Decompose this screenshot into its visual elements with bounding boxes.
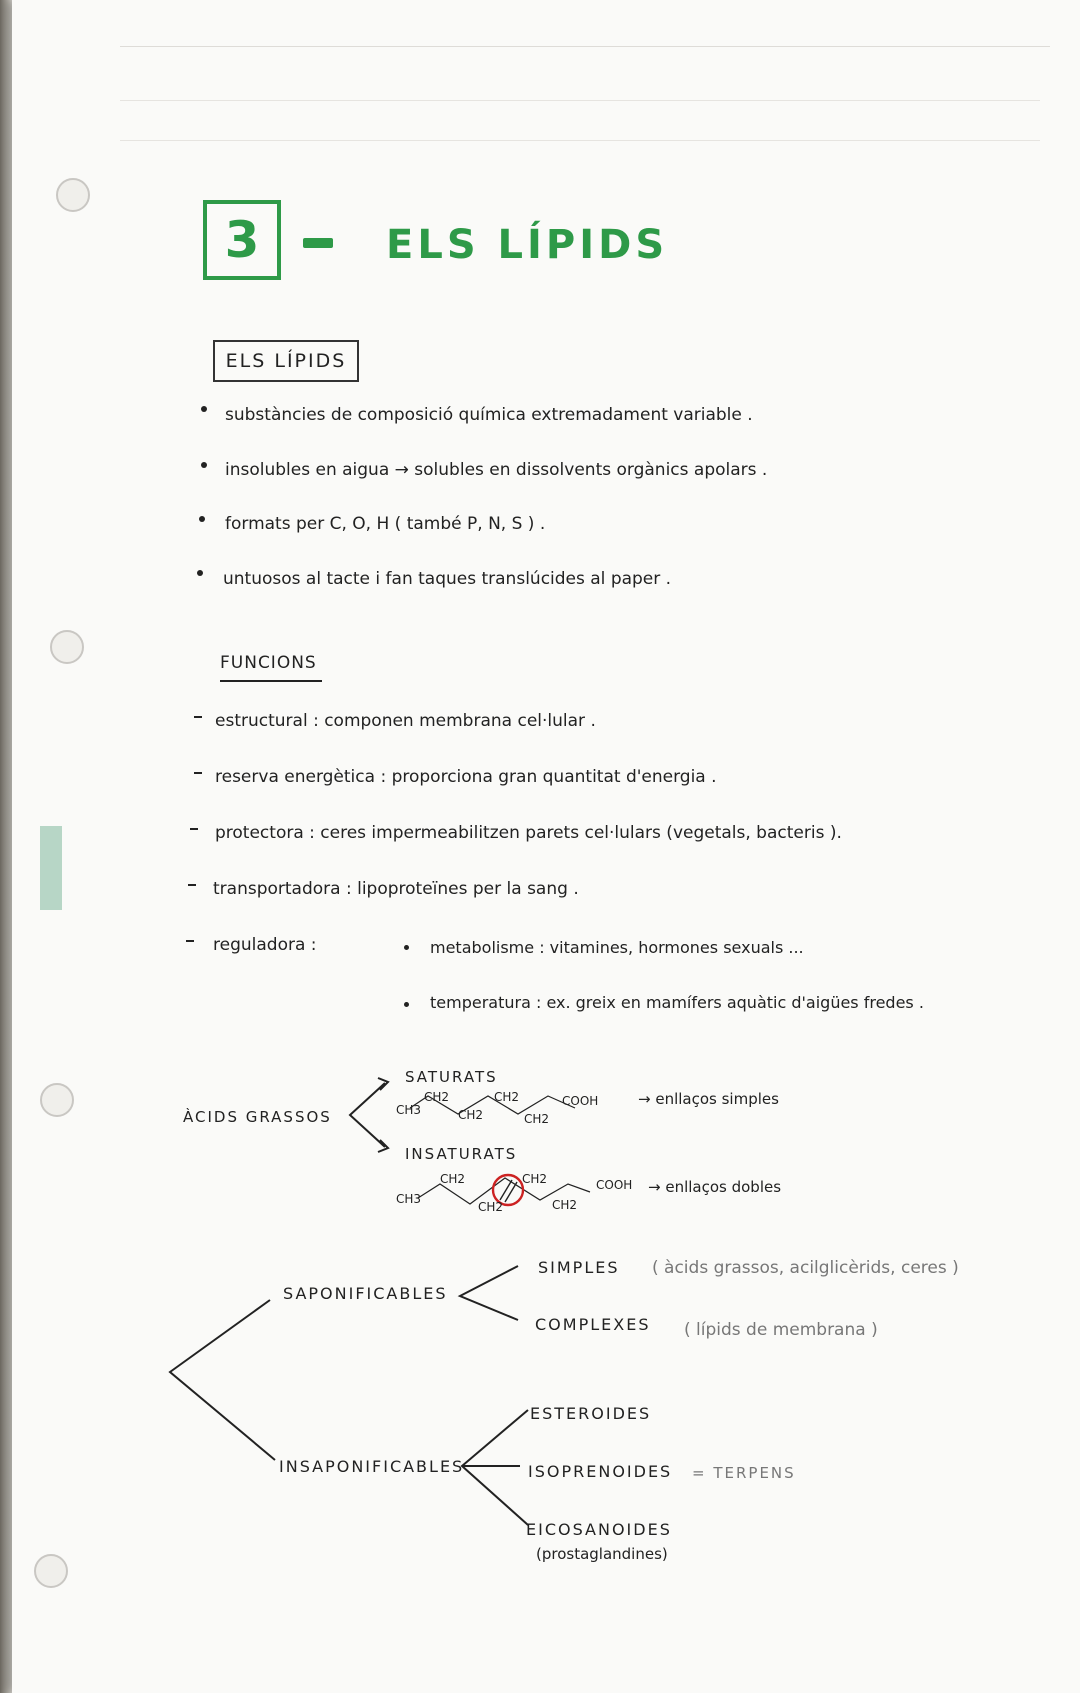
class-item: COMPLEXES	[535, 1315, 651, 1334]
formula-group: CH2	[440, 1172, 466, 1186]
class-note: (prostaglandines)	[536, 1545, 668, 1563]
class-note: ( àcids grassos, acilglicèrids, ceres )	[652, 1258, 959, 1278]
chapter-number: 3	[203, 200, 281, 280]
saturated-note: → enllaços simples	[638, 1090, 779, 1108]
fatty-acid-brace	[350, 1083, 385, 1147]
double-bond	[500, 1180, 512, 1200]
unsaponifiable-label: INSAPONIFICABLES	[279, 1457, 465, 1476]
saponifiable-brace	[460, 1266, 518, 1320]
formula-group: CH2	[494, 1090, 520, 1104]
class-note: ( lípids de membrana )	[684, 1320, 878, 1340]
formula-group: COOH	[562, 1094, 599, 1108]
formula-group: CH2	[522, 1172, 548, 1186]
class-item: SIMPLES	[538, 1258, 620, 1277]
function-item: transportadora : lipoproteïnes per la sang .	[213, 879, 579, 899]
class-item: EICOSANOIDES	[526, 1520, 672, 1539]
formula-group: CH3	[396, 1103, 422, 1117]
saturated-label: SATURATS	[405, 1068, 498, 1086]
function-item: protectora : ceres impermeabilitzen parets cel·lulars (vegetals, bacteris ).	[215, 823, 842, 843]
unsaturated-note: → enllaços dobles	[648, 1178, 782, 1196]
property-item: untuosos al tacte i fan taques translúcides al paper .	[223, 569, 672, 589]
class-item: ISOPRENOIDES	[528, 1462, 673, 1481]
saponifiable-label: SAPONIFICABLES	[283, 1284, 448, 1303]
section-heading: ELS LÍPIDS	[213, 340, 359, 382]
regulator-item: temperatura : ex. greix en mamífers aquàtic d'aigües fredes .	[430, 993, 924, 1012]
unsaturated-label: INSATURATS	[405, 1145, 518, 1163]
functions-heading: FUNCIONS	[220, 653, 317, 673]
property-item: insolubles en aigua → solubles en dissolvents orgànics apolars .	[225, 460, 768, 480]
formula-group: CH2	[478, 1200, 504, 1214]
formula-group: COOH	[596, 1178, 633, 1192]
formula-group: CH2	[552, 1198, 578, 1212]
property-item: formats per C, O, H ( també P, N, S ) .	[225, 514, 546, 534]
formula-group: CH2	[524, 1112, 550, 1126]
fatty-acids-label: ÀCIDS GRASSOS	[183, 1108, 332, 1126]
formula-group: CH2	[424, 1090, 450, 1104]
page-title: ELS LÍPIDS	[386, 222, 669, 268]
class-item: ESTEROIDES	[530, 1404, 652, 1423]
class-note: = TERPENS	[692, 1464, 796, 1482]
regulator-item: metabolisme : vitamines, hormones sexuals ...	[430, 938, 804, 957]
function-item: estructural : componen membrana cel·lular .	[215, 711, 596, 731]
regulator-label: reguladora :	[213, 935, 317, 955]
property-item: substàncies de composició química extremadament variable .	[225, 405, 753, 425]
function-item: reserva energètica : proporciona gran quantitat d'energia .	[215, 767, 717, 787]
formula-group: CH2	[458, 1108, 484, 1122]
root-brace	[170, 1300, 275, 1460]
unsaponifiable-brace	[462, 1410, 528, 1525]
double-bond	[505, 1182, 517, 1202]
formula-group: CH3	[396, 1192, 422, 1206]
